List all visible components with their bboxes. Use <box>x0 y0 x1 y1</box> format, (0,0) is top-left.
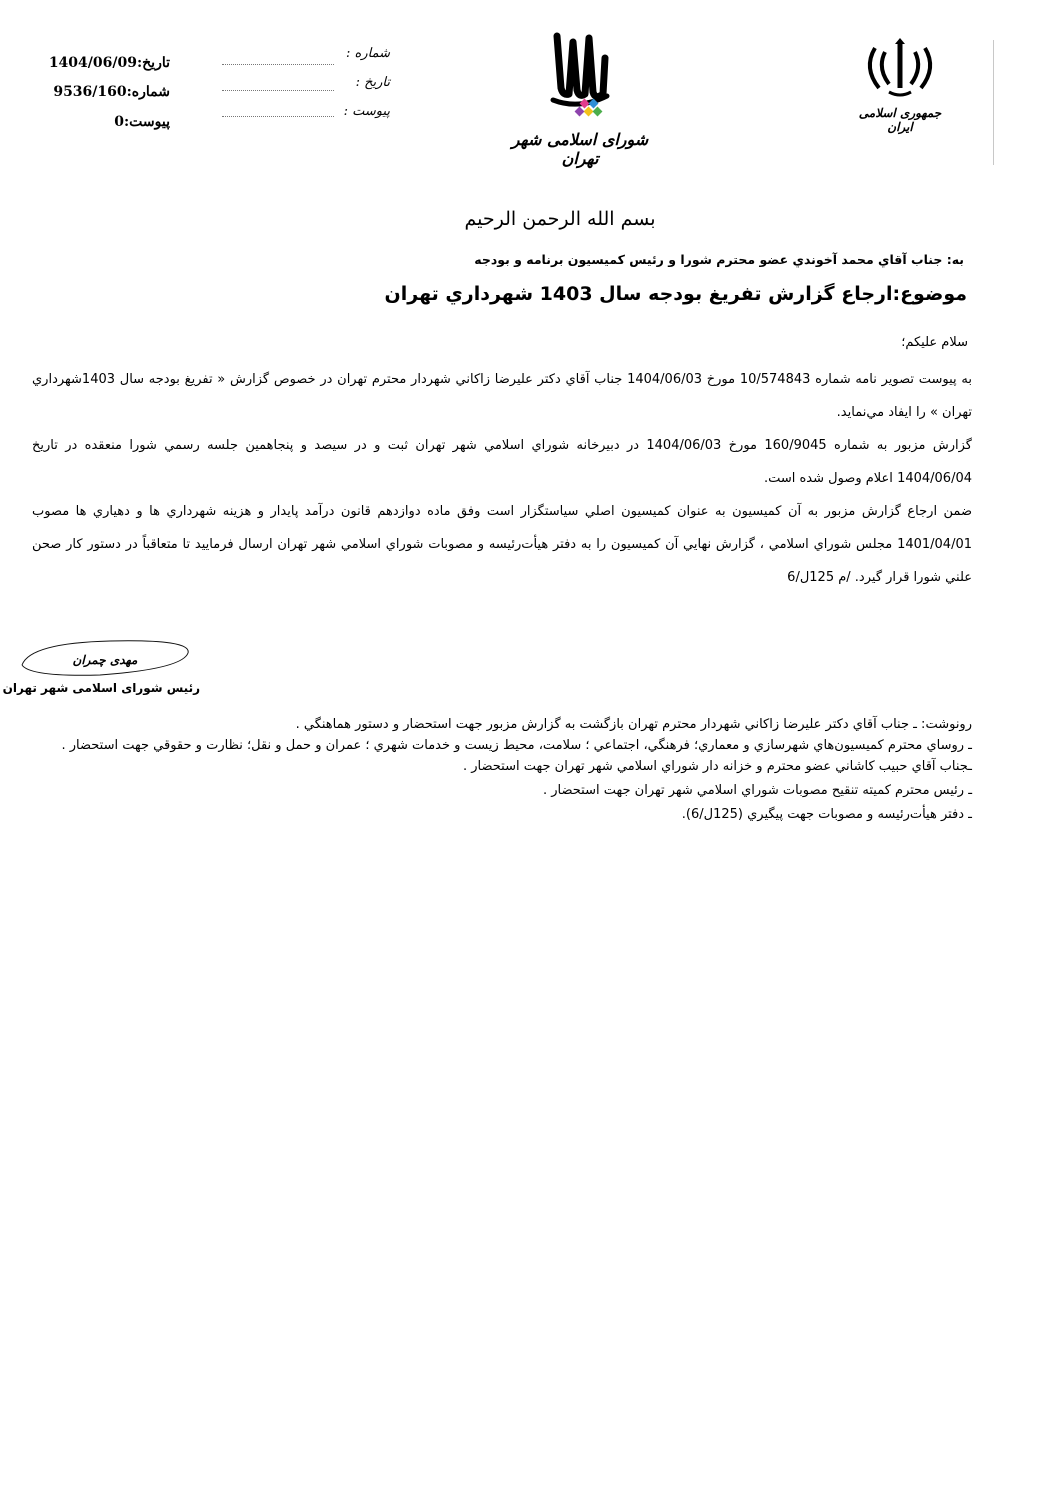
copy-item: رونوشت: ـ جناب آقاي دکتر علیرضا زاکاني شهردار محترم تهران بازگشت به گزارش مزبور جهت استحضار و دستور هماهنگي . <box>295 717 972 732</box>
signature-title: رئیس شورای اسلامی شهر تهران <box>2 681 200 695</box>
council-logo-text: شورای اسلامی شهر تهران <box>511 130 649 168</box>
body-paragraph-1: به پیوست تصویر نامه شماره 10/574843 مورخ 1404/06/03 جناب آقاي دکتر علیرضا زاکاني شهردار محترم تهران در خصوص گزارش « تفریغ بودجه سال 1403شهرداري تهران » را ایفاد مي‌نماید. <box>32 372 972 420</box>
iran-emblem-icon <box>845 38 955 100</box>
number-label: شماره : <box>346 46 390 61</box>
subject-line: موضوع:ارجاع گزارش تفریغ بودجه سال 1403 شهرداري تهران <box>384 283 967 305</box>
body-paragraph-3: ضمن ارجاع گزارش مزبور به آن کمیسیون به عنوان کمیسیون اصلي سیاستگزار است وفق ماده دوازدهم قانون درآمد پایدار و هزینه شهرداري ها و دهیاري ها مصوب 1401/04/01 مجلس شوراي اسلامي ، گزارش نهایي آن کمیسیون را به دفتر هیأت‌رئیسه و مصوبات شوراي اسلامي شهر تهران ارسال فرمایید تا متعاقباً در دستور کار صحن علني شورا قرار گیرد. /م 125ل/6 <box>32 504 972 585</box>
attachment-dotted-line <box>222 116 334 117</box>
signature-block <box>2 635 210 705</box>
copies-list <box>32 714 972 826</box>
header-edge-line <box>993 40 994 165</box>
body-paragraph-2: گزارش مزبور به شماره 160/9045 مورخ 1404/06/03 در دبیرخانه شوراي اسلامي شهر تهران ثبت و در سیصد و پنجاهمین جلسه رسمي شورا منعقده در تاریخ 1404/06/04 اعلام وصول شده است. <box>32 438 972 486</box>
basmala: بسم الله الرحمن الرحیم <box>464 208 656 230</box>
date-label: تاریخ : <box>355 75 390 90</box>
council-logo-icon <box>495 28 665 128</box>
iran-emblem-caption: جمهوری اسلامی ایران <box>858 106 942 134</box>
attachment-label: پیوست : <box>343 104 390 119</box>
copy-item: ـجناب آقاي حبیب کاشاني عضو محترم و خزانه دار شوراي اسلامي شهر تهران جهت استحضار . <box>463 759 972 774</box>
letter-body <box>32 363 972 594</box>
number-dotted-line <box>222 64 334 65</box>
copy-item: ـ روساي محترم کمیسیون‌هاي شهرسازي و معماري؛ فرهنگي، اجتماعي ؛ سلامت، محیط زیست و خدمات شهري ؛ عمران و حمل و نقل؛ نظارت و حقوقي جهت استحضار . <box>61 738 972 753</box>
tehran-council-logo <box>495 28 665 168</box>
letter-number: شماره:9536/160 <box>53 84 170 100</box>
iran-emblem <box>845 38 955 134</box>
letter-attachment: پیوست:0 <box>114 114 170 130</box>
greeting: سلام علیکم؛ <box>901 335 968 350</box>
signature-name: مهدی چمران <box>72 653 138 667</box>
letter-date: تاریخ:1404/06/09 <box>48 55 170 71</box>
recipient-line: به: جناب آقاي محمد آخوندي عضو محترم شورا و رئیس کمیسیون برنامه و بودجه <box>474 252 964 267</box>
copy-item: ـ رئیس محترم کمیته تنقیح مصوبات شوراي اسلامي شهر تهران جهت استحضار . <box>543 783 972 798</box>
date-dotted-line <box>222 90 334 91</box>
copy-item: ـ دفتر هیأت‌رئیسه و مصوبات جهت پیگیري (125ل/6). <box>681 807 972 822</box>
